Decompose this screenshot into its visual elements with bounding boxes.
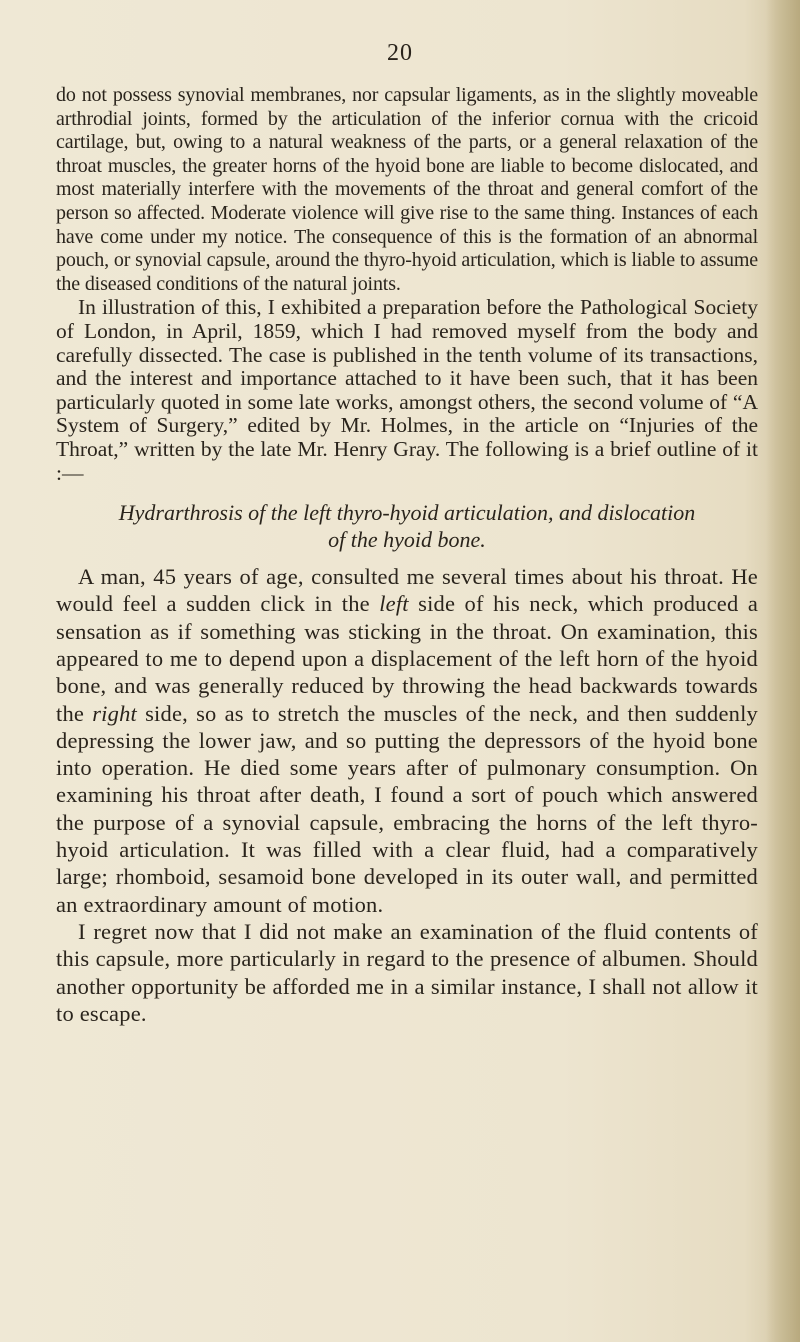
paragraph-3-text-a: A man, 45 years of age, consulted me several times about his throat. He would feel a sudden click in the bbox=[56, 564, 758, 617]
paragraph-2: In illustration of this, I exhibited a preparation before the Pathological Society of London, in April, 1859, which I had removed myself from the body and carefully dissected. The case is published in the tenth volume of its transactions, and the interest and importance attached to it have been such, that it has been particularly quoted in some late works, amongst others, the second volume of “A System of Surgery,” edited by Mr. Holmes, in the article on “Injuries of the Throat,” written by the late Mr. Henry Gray. The following is a brief outline of it :— bbox=[56, 295, 758, 485]
paragraph-4: I regret now that I did not make an examination of the fluid contents of this capsule, more particularly in regard to the presence of albumen. Should another opportunity be afforded me in a similar instance, I shall not allow it to escape. bbox=[56, 918, 758, 1026]
page-number: 20 bbox=[387, 40, 413, 66]
emphasis-left: left bbox=[379, 591, 409, 617]
paragraph-3-text-b: side of his neck, which produced a sensation as if something was sticking in the throat. On examination, this appeared to me to depend upon a displacement of the left horn of the hyoid bone, and was generally reduced by throwing the head backwards towards the bbox=[56, 591, 758, 726]
section-heading bbox=[56, 499, 758, 553]
body-text bbox=[56, 84, 758, 1027]
section-heading-line-1: Hydrarthrosis of the left thyro-hyoid articulation, and dislocation bbox=[118, 500, 696, 526]
paragraph-3-text-c: side, so as to stretch the muscles of the neck, and then suddenly depressing the lower jaw, and so putting the depressors of the hyoid bone into operation. He died some years after of pulmonary consumption. On examining his throat after death, I found a sort of pouch which answered the purpose of a synovial capsule, embracing the horns of the left thyro-hyoid articulation. It was filled with a clear fluid, had a comparatively large; rhomboid, sesamoid bone developed in its outer wall, and permitted an extraordinary amount of motion. bbox=[56, 700, 758, 917]
paragraph-1: do not possess synovial membranes, nor capsular ligaments, as in the slightly moveable arthrodial joints, formed by the articulation of the inferior cornua with the cricoid cartilage, but, owing to a natural weakness of the parts, or a general relaxation of the throat muscles, the greater horns of the hyoid bone are liable to become dislocated, and most materially interfere with the movements of the throat and general comfort of the person so affected. Moderate violence will give rise to the same thing. Instances of each have come under my notice. The consequence of this is the formation of an abnormal pouch, or synovial capsule, around the thyro-hyoid articulation, which is liable to assume the diseased conditions of the natural joints. bbox=[56, 84, 758, 295]
emphasis-right: right bbox=[92, 700, 137, 726]
page-edge-shadow bbox=[766, 0, 800, 1342]
paragraph-3 bbox=[56, 563, 758, 918]
section-heading-line-2: of the hyoid bone. bbox=[328, 527, 486, 553]
